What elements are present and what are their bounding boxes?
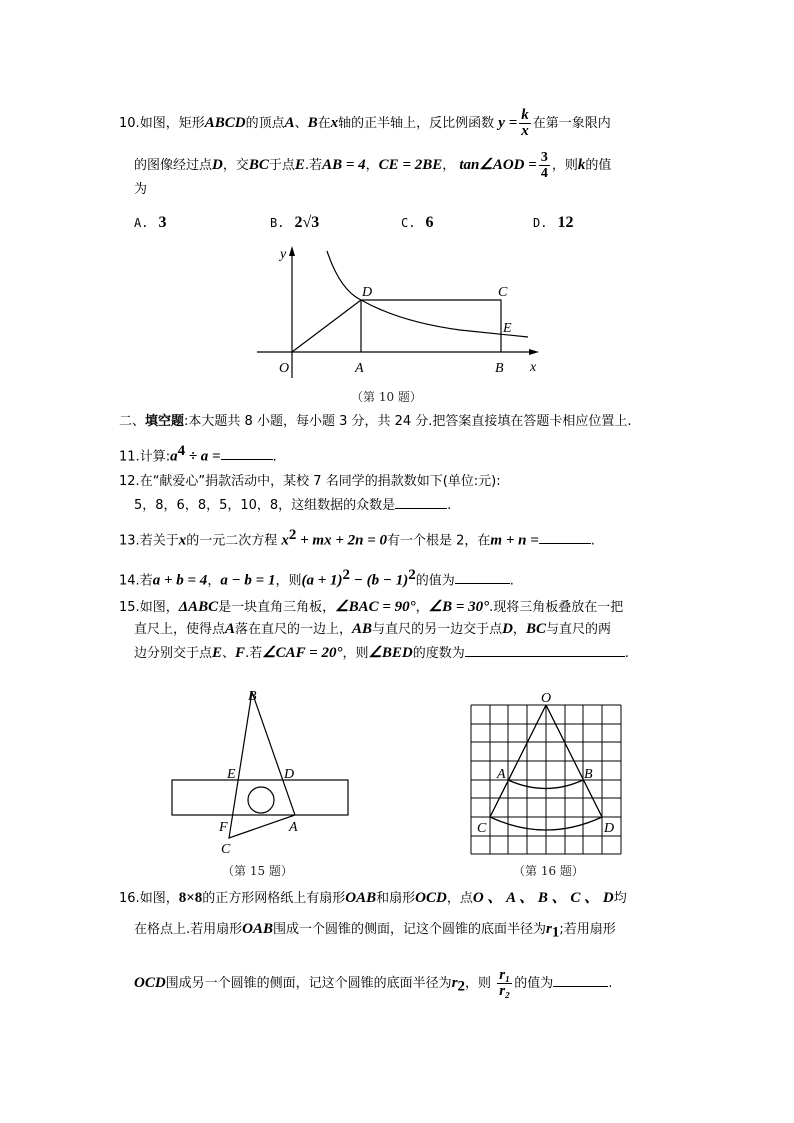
label-d: D bbox=[604, 821, 615, 836]
label-a: A bbox=[289, 820, 298, 835]
q12-line2: 5，8，6，8，5，10，8，这组数据的众数是 . bbox=[134, 494, 451, 515]
function-fraction: $\frac{k}{x}$ bbox=[521, 107, 529, 139]
q13: 13.若关于x的一元二次方程 $x^2$ + mx + 2n = 0有一个根是 2，在m + n = . bbox=[119, 527, 595, 549]
q11: 11.计算$:a^4 \div a$ = . bbox=[119, 443, 277, 465]
label-c: C bbox=[221, 842, 231, 857]
figure-15-caption: （第 15 题） bbox=[222, 864, 293, 878]
answer-blank[interactable] bbox=[395, 494, 447, 509]
ratio-fraction: $\frac{\text{r₁}}{\text{r₂}}$ bbox=[499, 967, 511, 999]
q15-line1: 15.如图，ΔABC是一块直角三角板，∠BAC = 90°，∠B = 30°.现将三角板叠放在一把 bbox=[119, 599, 624, 615]
label-f: F bbox=[219, 820, 228, 835]
label-o: O bbox=[541, 691, 552, 706]
tan-fraction: $\frac{3}{4}$ bbox=[540, 150, 548, 181]
option-c: C. 6 bbox=[401, 214, 434, 231]
answer-blank[interactable] bbox=[553, 972, 608, 987]
label-b: B bbox=[584, 767, 593, 782]
option-b: B. 2√3 bbox=[270, 214, 320, 231]
label-c: C bbox=[498, 285, 508, 300]
q10-line1: 10.如图，矩形ABCD的顶点A、B在x轴的正半轴上，反比例函数 y = $\frac{k}{x}$ 在第一象限内 bbox=[119, 107, 611, 139]
q16-line3: OCD围成另一个圆锥的侧面，记这个圆锥的底面半径为$r_2$，则 $\frac{\text{r₁}}{\text{r₂}}$ 的值为 . bbox=[134, 967, 613, 999]
option-a: A. 3 bbox=[134, 214, 167, 231]
q12-line1: 12.在“献爱心”捐款活动中，某校 7 名同学的捐款数如下(单位:元): bbox=[119, 474, 501, 489]
q10-line3: 为 bbox=[134, 182, 148, 197]
label-b: B bbox=[495, 361, 504, 376]
figure-16-diagram bbox=[460, 685, 640, 860]
figure-15-diagram bbox=[160, 680, 360, 860]
label-d: D bbox=[284, 767, 295, 782]
function-lhs: y = bbox=[498, 115, 518, 131]
answer-blank[interactable] bbox=[465, 642, 625, 657]
answer-blank[interactable] bbox=[455, 569, 510, 584]
label-y: y bbox=[280, 247, 287, 262]
answer-blank[interactable] bbox=[221, 445, 273, 460]
label-b: B bbox=[248, 689, 257, 704]
answer-blank[interactable] bbox=[539, 529, 591, 544]
label-a: A bbox=[355, 361, 364, 376]
q10-line2: 的图像经过点D，交BC于点E.若AB = 4，CE = 2BE， tan∠AOD = $\frac{3}{4}$ ，则k的值 bbox=[134, 150, 612, 181]
q15-line2: 直尺上，使得点A落在直尺的一边上，AB与直尺的另一边交于点D，BC与直尺的两 bbox=[134, 621, 611, 637]
q16-line1: 16.如图，8×8的正方形网格纸上有扇形OAB和扇形OCD，点O 、 A 、 B 、 C 、 D均 bbox=[119, 890, 627, 906]
option-d: D. 12 bbox=[533, 214, 574, 231]
label-x: x bbox=[530, 360, 537, 375]
label-a: A bbox=[497, 767, 506, 782]
label-e: E bbox=[503, 321, 512, 336]
q14: 14.若a + b = 4，a − b = 1，则$(a + 1)^2 - (b - 1)^2$的值为 . bbox=[119, 567, 514, 589]
label-o: O bbox=[279, 361, 290, 376]
figure-16-caption: （第 16 题） bbox=[513, 864, 584, 878]
q15-line3: 边分别交于点E、F.若∠CAF = 20°，则∠BED的度数为 . bbox=[134, 642, 629, 663]
q16-line2: 在格点上.若用扇形OAB围成一个圆锥的侧面，记这个圆锥的底面半径为$r_1$;若用扇形 bbox=[134, 921, 616, 941]
figure-10-caption: （第 10 题） bbox=[351, 390, 422, 404]
figure-10-diagram bbox=[250, 240, 550, 380]
label-c: C bbox=[477, 821, 487, 836]
label-d: D bbox=[362, 285, 373, 300]
question-number: 10. bbox=[119, 116, 140, 131]
label-e: E bbox=[227, 767, 236, 782]
section-2-title: 二、填空题:本大题共 8 小题，每小题 3 分，共 24 分.把答案直接填在答题卡相应位置上. bbox=[119, 414, 632, 429]
